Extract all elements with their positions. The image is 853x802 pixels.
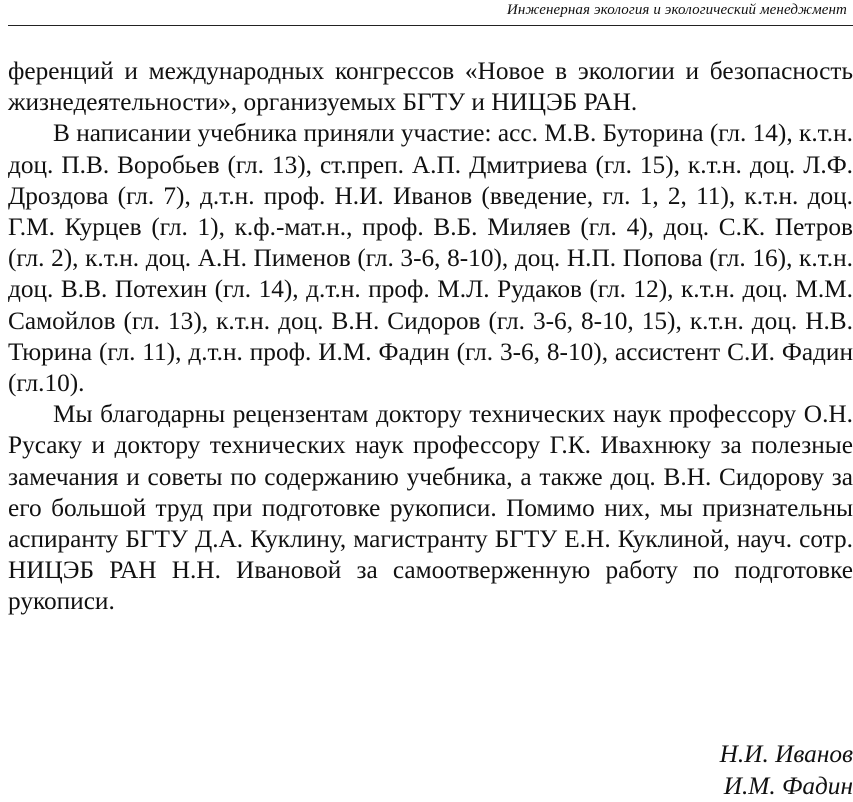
running-header: Инженерная экология и экологический менеджмент [506,2,847,18]
signatures [720,738,853,802]
signature-author-1: Н.И. Иванов [719,740,853,768]
header-rule [8,25,853,26]
paragraph-acknowledgements: Мы благодарны рецензентам доктору технических наук профессору О.Н. Русаку и доктору технических наук профессору Г.К. Ивахнюку за полезные замечания и советы по содержанию учебника, а также доц. В.Н. Сидорову за его большой труд при подготовке рукописи. Помимо них, мы признательны аспиранту БГТУ Д.А. Куклину, магистранту БГТУ Е.Н. Куклиной, науч. сотр. НИЦЭБ РАН Н.Н. Ивановой за самоотверженную работу по подготовке рукописи. [8,400,853,616]
paragraph-contributors: В написании учебника приняли участие: асс. М.В. Буторина (гл. 14), к.т.н. доц. П.В. Воробьев (гл. 13), ст.преп. А.П. Дмитриева (гл. 15), к.т.н. доц. Л.Ф. Дроздова (гл. 7), д.т.н. проф. Н.И. Иванов (введение, гл. 1, 2, 11), к.т.н. доц. Г.М. Курцев (гл. 1), к.ф.-мат.н., проф. В.Б. Миляев (гл. 4), доц. С.К. Петров (гл. 2), к.т.н. доц. А.Н. Пименов (гл. 3-6, 8-10), доц. Н.П. Попова (гл. 16), к.т.н. доц. В.В. Потехин (гл. 14), д.т.н. проф. М.Л. Рудаков (гл. 12), к.т.н. доц. М.М. Самойлов (гл. 13), к.т.н. доц. В.Н. Сидоров (гл. 3-6, 8-10, 15), к.т.н. доц. Н.В. Тюрина (гл. 11), д.т.н. проф. И.М. Фадин (гл. 3-6, 8-10), ассистент С.И. Фадин (гл.10). [8,119,853,398]
paragraph-continuation: ференций и международных конгрессов «Новое в экологии и безопасность жизнедеятельности», организуемых БГТУ и НИЦЭБ РАН. [8,57,853,117]
body-text [8,56,853,618]
signature-author-2: И.М. Фадин [723,772,853,800]
